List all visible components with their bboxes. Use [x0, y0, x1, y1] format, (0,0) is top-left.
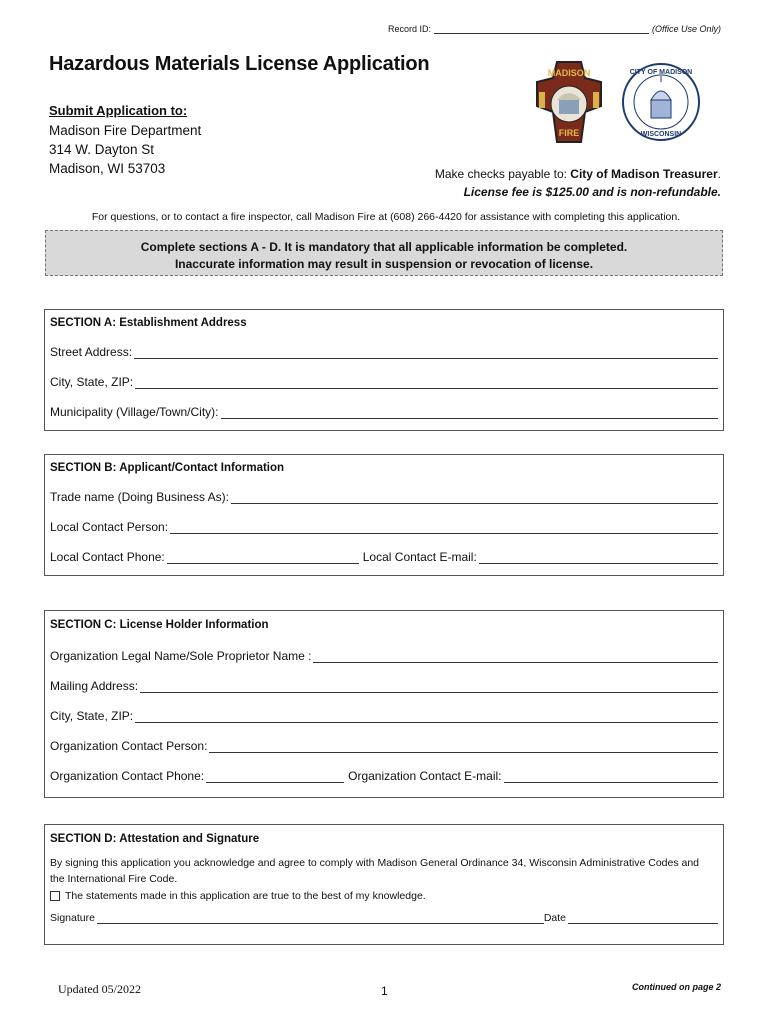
org-phone-label: Organization Contact Phone:: [50, 769, 205, 783]
continued-note: Continued on page 2: [632, 982, 721, 992]
local-phone-email-row: [50, 550, 718, 564]
banner-line-2: Inaccurate information may result in suspension or revocation of license.: [174, 257, 594, 271]
questions-note: For questions, or to contact a fire inspector, call Madison Fire at (608) 266-4420 for assistance with completing this application.: [91, 211, 681, 223]
org-contact-label: Organization Contact Person:: [50, 739, 208, 753]
section-d-title: SECTION D: Attestation and Signature: [50, 833, 260, 845]
checks-prefix: Make checks payable to:: [434, 167, 571, 181]
local-email-field[interactable]: [479, 551, 718, 564]
attestation-row: [50, 888, 715, 904]
municipality-label: Municipality (Village/Town/City):: [50, 405, 219, 419]
updated-date: Updated 05/2022: [58, 982, 141, 996]
local-email-label: Local Contact E-mail:: [362, 550, 477, 564]
acknowledgement-text: By signing this application you acknowledge and agree to comply with Madison General Ordinance 34, Wisconsin Administrative Codes and the International Fire Code.: [50, 857, 700, 885]
fire-logo-top-text: MADISON: [547, 68, 591, 78]
signature-label: Signature: [50, 912, 95, 924]
mailing-address-row: [50, 679, 718, 693]
attestation-text: The statements made in this application are true to the best of my knowledge.: [65, 890, 426, 902]
section-a: [44, 309, 724, 431]
street-address-field[interactable]: [134, 346, 718, 359]
org-phone-field[interactable]: [206, 770, 344, 783]
local-contact-field[interactable]: [170, 521, 718, 534]
instructions-banner: [45, 230, 723, 276]
org-email-field[interactable]: [504, 770, 718, 783]
checks-suffix: .: [717, 167, 721, 181]
section-c-title: SECTION C: License Holder Information: [50, 619, 269, 631]
seal-bottom-text: WISCONSIN: [640, 131, 682, 138]
local-phone-field[interactable]: [167, 551, 359, 564]
date-field[interactable]: [568, 911, 718, 924]
local-contact-row: [50, 520, 718, 534]
section-b-title: SECTION B: Applicant/Contact Information: [50, 462, 285, 474]
city-state-zip-field[interactable]: [135, 376, 718, 389]
municipality-field[interactable]: [221, 406, 718, 419]
city-state-zip-row: [50, 375, 718, 389]
trade-name-row: [50, 490, 718, 504]
signature-field[interactable]: [97, 911, 544, 924]
section-a-title: SECTION A: Establishment Address: [50, 317, 247, 329]
legal-name-label: Organization Legal Name/Sole Proprietor Name :: [50, 649, 312, 663]
date-label: Date: [543, 912, 566, 924]
municipality-row: [50, 405, 718, 419]
banner-line-1: Complete sections A - D. It is mandatory that all applicable information be completed.: [140, 240, 628, 254]
mailing-address-label: Mailing Address:: [50, 679, 139, 693]
org-contact-field[interactable]: [209, 740, 718, 753]
section-d: [44, 824, 724, 945]
address-line-2: 314 W. Dayton St: [49, 142, 155, 157]
record-id-row: [388, 24, 721, 34]
signature-row: [50, 911, 718, 924]
checks-payee: City of Madison Treasurer: [570, 167, 718, 181]
trade-name-field[interactable]: [231, 491, 718, 504]
local-phone-label: Local Contact Phone:: [50, 550, 165, 564]
street-address-label: Street Address:: [50, 345, 133, 359]
record-id-label: Record ID:: [388, 24, 432, 34]
fire-logo-bottom-text: FIRE: [558, 128, 580, 138]
mailing-address-field[interactable]: [140, 680, 718, 693]
trade-name-label: Trade name (Doing Business As):: [50, 490, 229, 504]
address-line-3: Madison, WI 53703: [49, 161, 166, 176]
seal-top-text: CITY OF MADISON: [629, 69, 693, 76]
section-c: [44, 610, 724, 798]
office-use-note: (Office Use Only): [652, 24, 722, 34]
madison-fire-logo: [527, 60, 611, 144]
legal-name-field[interactable]: [313, 650, 718, 663]
city-state-zip-label: City, State, ZIP:: [50, 375, 134, 389]
page-number: 1: [381, 984, 388, 998]
org-city-label: City, State, ZIP:: [50, 709, 134, 723]
address-line-1: Madison Fire Department: [49, 123, 202, 138]
org-city-field[interactable]: [135, 710, 718, 723]
checks-payable: [435, 167, 721, 181]
org-email-label: Organization Contact E-mail:: [348, 769, 502, 783]
attestation-checkbox[interactable]: [50, 891, 60, 901]
submit-heading: Submit Application to:: [49, 103, 188, 118]
page-title: Hazardous Materials License Application: [49, 53, 430, 75]
record-id-field[interactable]: [434, 24, 649, 34]
city-of-madison-seal: [620, 60, 702, 144]
street-address-row: [50, 345, 718, 359]
org-contact-row: [50, 739, 718, 753]
license-fee: License fee is $125.00 and is non-refundable.: [463, 185, 721, 199]
legal-name-row: [50, 649, 718, 663]
section-b: [44, 454, 724, 576]
org-phone-email-row: [50, 769, 718, 783]
local-contact-label: Local Contact Person:: [50, 520, 169, 534]
org-city-row: [50, 709, 718, 723]
